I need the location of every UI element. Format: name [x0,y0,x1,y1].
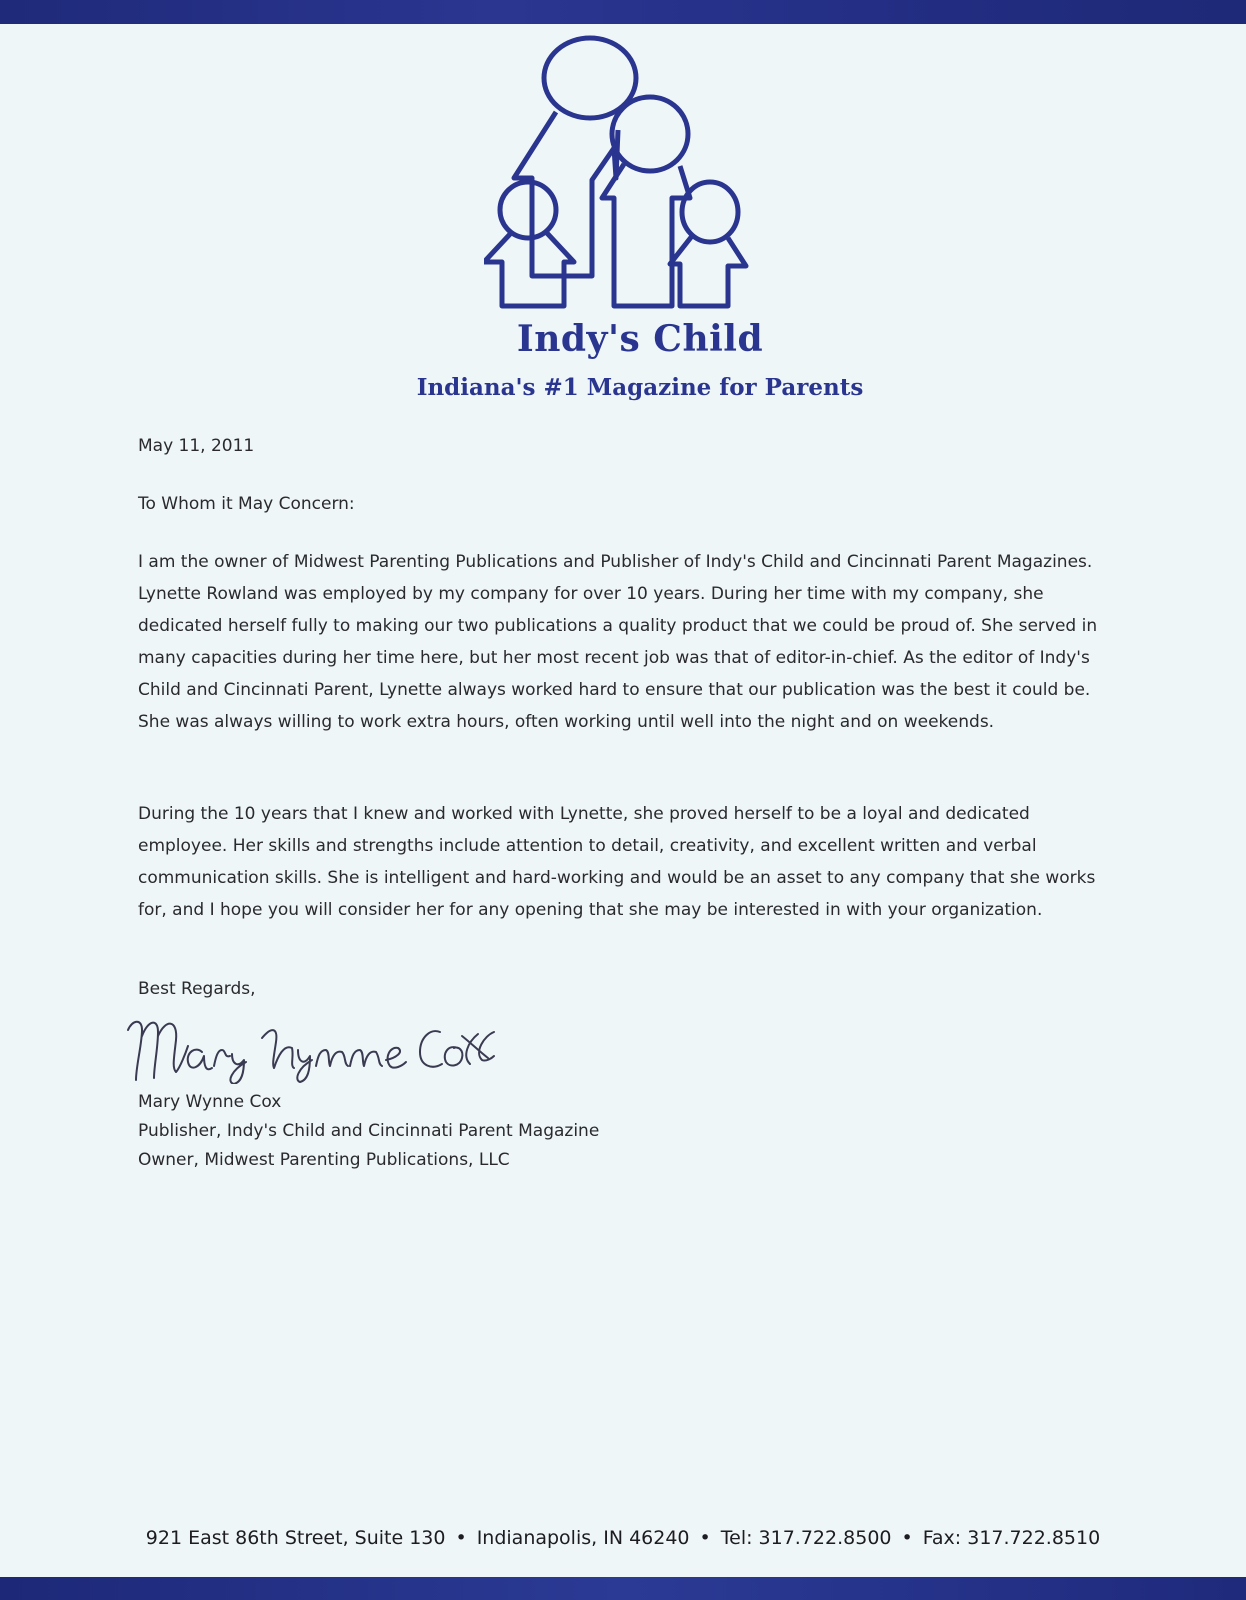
signer-name: Mary Wynne Cox [138,1092,282,1112]
parent2-head-shape [612,97,688,171]
brand-name: Indy's Child [516,318,764,360]
child1-head-shape [500,182,556,238]
letter-paragraph-2: During the 10 years that I knew and worked with Lynette, she proved herself to be a loyal and dedicated employee. Her skills and strengths include attention to detail, creativity, and excellent written and verbal communication skills. She is intelligent and hard-working and would be an asset to any company that she works for, and I hope you will consider her for any opening that she may be interested in with your organization. [138,804,1096,920]
bottom-color-band [0,1577,1246,1600]
child2-head-shape [682,182,738,242]
handwritten-signature [122,996,562,1084]
parent2-body-shape [602,164,690,306]
child1-body-shape [484,232,574,306]
footer-tel: Tel: 317.722.8500 [720,1527,892,1549]
signer-title-1: Publisher, Indy's Child and Cincinnati Parent Magazine [138,1121,600,1141]
footer-city: Indianapolis, IN 46240 [476,1527,690,1549]
brand-tagline: Indiana's #1 Magazine for Parents [416,374,864,401]
letter-salutation: To Whom it May Concern: [138,494,355,514]
footer-fax: Fax: 317.722.8510 [922,1527,1101,1549]
footer-separator: • [699,1527,711,1549]
letterhead-footer [100,1527,1146,1549]
family-logo [484,30,764,320]
child2-body-shape [670,236,746,306]
footer-separator: • [455,1527,467,1549]
footer-separator: • [901,1527,913,1549]
signature-block [138,1088,599,1175]
letter-closing: Best Regards, [138,979,256,999]
top-color-band [0,0,1246,24]
signer-title-2: Owner, Midwest Parenting Publications, LLC [138,1150,510,1170]
footer-address: 921 East 86th Street, Suite 130 [145,1527,446,1549]
letter-paragraph-1: I am the owner of Midwest Parenting Publications and Publisher of Indy's Child and Cincinnati Parent Magazines. Lynette Rowland was employed by my company for over 10 years. During her time with my company, she dedicated herself fully to making our two publications a quality product that we could be proud of. She served in many capacities during her time here, but her most recent job was that of editor-in-chief. As the editor of Indy's Child and Cincinnati Parent, Lynette always worked hard to ensure that our publication was the best it could be. She was always willing to work extra hours, often working until well into the night and on weekends. [138,552,1098,732]
letter-date: May 11, 2011 [138,436,255,456]
